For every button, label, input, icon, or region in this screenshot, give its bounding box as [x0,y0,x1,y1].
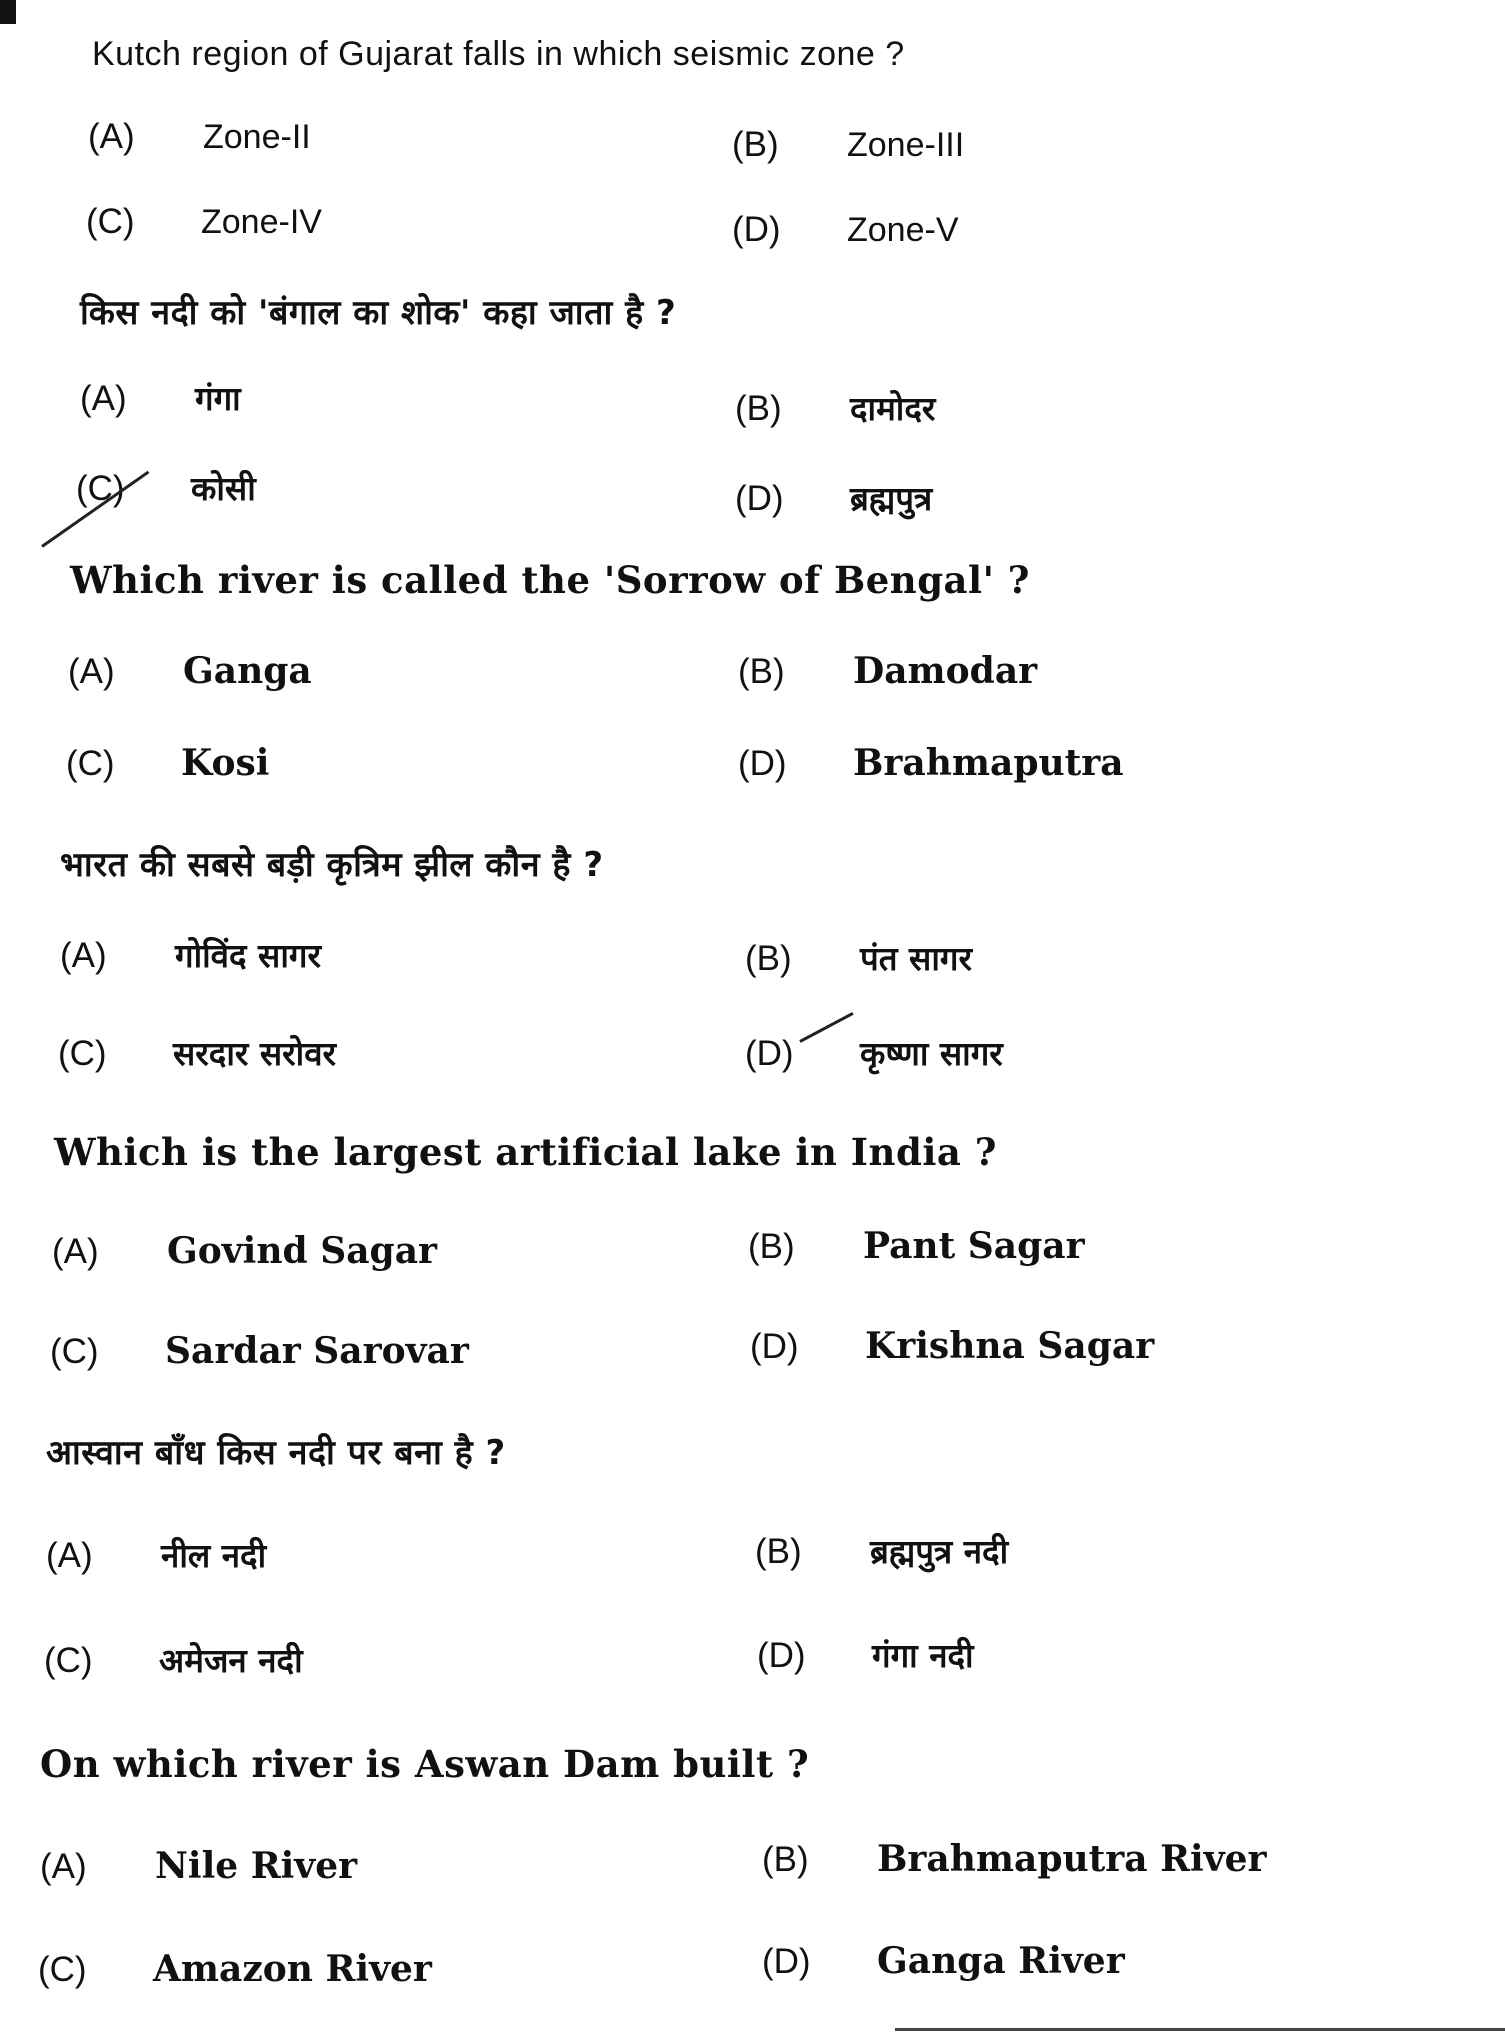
q6-option-a[interactable] [46,1532,266,1577]
option-text: Zone-V [847,211,959,249]
option-label: (D) [745,1034,794,1073]
option-label: (C) [86,202,135,241]
q1-option-a[interactable] [88,115,311,157]
q4-option-b[interactable] [745,935,972,980]
option-text: ब्रह्मपुत्र नदी [870,1532,1009,1571]
q4-option-a[interactable] [60,932,321,977]
option-text: अमेजन नदी [159,1641,303,1680]
option-text: Zone-II [203,118,311,156]
option-text: Pant Sagar [863,1225,1085,1267]
option-label: (A) [40,1847,87,1886]
option-text: पंत सागर [860,939,972,978]
option-text: गंगा [195,379,241,418]
q1-option-b[interactable] [732,123,964,165]
option-label: (A) [60,936,107,975]
q6-option-b[interactable] [755,1528,1008,1573]
q5-option-a[interactable] [52,1230,437,1272]
option-label: (B) [755,1532,802,1571]
option-label: (C) [58,1034,107,1073]
option-text: Damodar [853,650,1038,692]
q4-option-c[interactable] [58,1030,336,1075]
option-label: (A) [52,1232,99,1271]
q6-option-c[interactable] [44,1637,303,1682]
option-text: Kosi [181,742,270,784]
option-label: (B) [745,939,792,978]
option-label: (D) [735,479,784,518]
option-label: (A) [80,379,127,418]
option-label: (C) [66,744,115,783]
q1-option-d[interactable] [732,208,959,250]
option-text: Krishna Sagar [865,1325,1155,1367]
option-text: सरदार सरोवर [173,1034,337,1073]
option-label: (B) [762,1840,809,1879]
option-label: (D) [732,210,781,249]
q5-option-c[interactable] [50,1330,469,1372]
option-label: (C) [44,1641,93,1680]
question-2-text: किस नदी को 'बंगाल का शोक' कहा जाता है ? [80,293,677,333]
option-label: (B) [732,125,779,164]
option-label: (D) [750,1327,799,1366]
option-label: (D) [757,1636,806,1675]
q7-option-b[interactable] [762,1838,1267,1880]
question-1-text: Kutch region of Gujarat falls in which seismic zone ? [92,35,905,73]
option-text: गंगा नदी [872,1636,974,1675]
option-text: गोविंद सागर [175,936,321,975]
option-text: Zone-IV [201,203,322,241]
q2-option-a[interactable] [80,375,241,420]
question-4-text: भारत की सबसे बड़ी कृत्रिम झील कौन है ? [60,845,604,885]
page-bottom-rule [895,2028,1505,2031]
option-text: Govind Sagar [167,1230,438,1272]
option-label: (D) [738,744,787,783]
q3-option-d[interactable] [738,742,1124,784]
q2-option-d[interactable] [735,475,932,520]
page-corner-mark [0,0,16,24]
q7-option-a[interactable] [40,1845,357,1887]
option-text: कोसी [191,469,256,508]
option-text: Brahmaputra [853,742,1124,784]
option-text: Ganga [183,650,312,692]
q5-option-b[interactable] [748,1225,1085,1267]
option-text: Ganga River [877,1940,1125,1982]
option-label: (C) [76,469,125,508]
q3-option-c[interactable] [66,742,269,784]
option-label: (C) [38,1950,87,1989]
q4-option-d[interactable] [745,1030,1003,1075]
q7-option-d[interactable] [762,1940,1125,1982]
option-text: ब्रह्मपुत्र [850,479,933,518]
question-6-text: आस्वान बाँध किस नदी पर बना है ? [46,1433,506,1473]
option-text: Sardar Sarovar [165,1330,469,1372]
question-7-text: On which river is Aswan Dam built ? [40,1742,810,1786]
option-label: (B) [738,652,785,691]
q6-option-d[interactable] [757,1632,974,1677]
option-label: (C) [50,1332,99,1371]
q5-option-d[interactable] [750,1325,1154,1367]
option-label: (B) [748,1227,795,1266]
q1-option-c[interactable] [86,200,322,242]
q2-option-b[interactable] [735,385,935,430]
option-label: (A) [88,117,135,156]
option-label: (B) [735,389,782,428]
q3-option-a[interactable] [68,650,312,692]
option-text: Zone-III [847,126,965,164]
question-5-text: Which is the largest artificial lake in India ? [54,1130,997,1174]
option-text: नील नदी [161,1536,267,1575]
option-text: Amazon River [153,1948,432,1990]
option-text: Brahmaputra River [877,1838,1267,1880]
question-3-text: Which river is called the 'Sorrow of Bengal' ? [70,558,1030,602]
option-text: दामोदर [850,389,936,428]
q3-option-b[interactable] [738,650,1037,692]
option-label: (A) [46,1536,93,1575]
option-text: Nile River [155,1845,358,1887]
option-text: कृष्णा सागर [860,1034,1003,1073]
q7-option-c[interactable] [38,1948,432,1990]
option-label: (A) [68,652,115,691]
option-label: (D) [762,1942,811,1981]
